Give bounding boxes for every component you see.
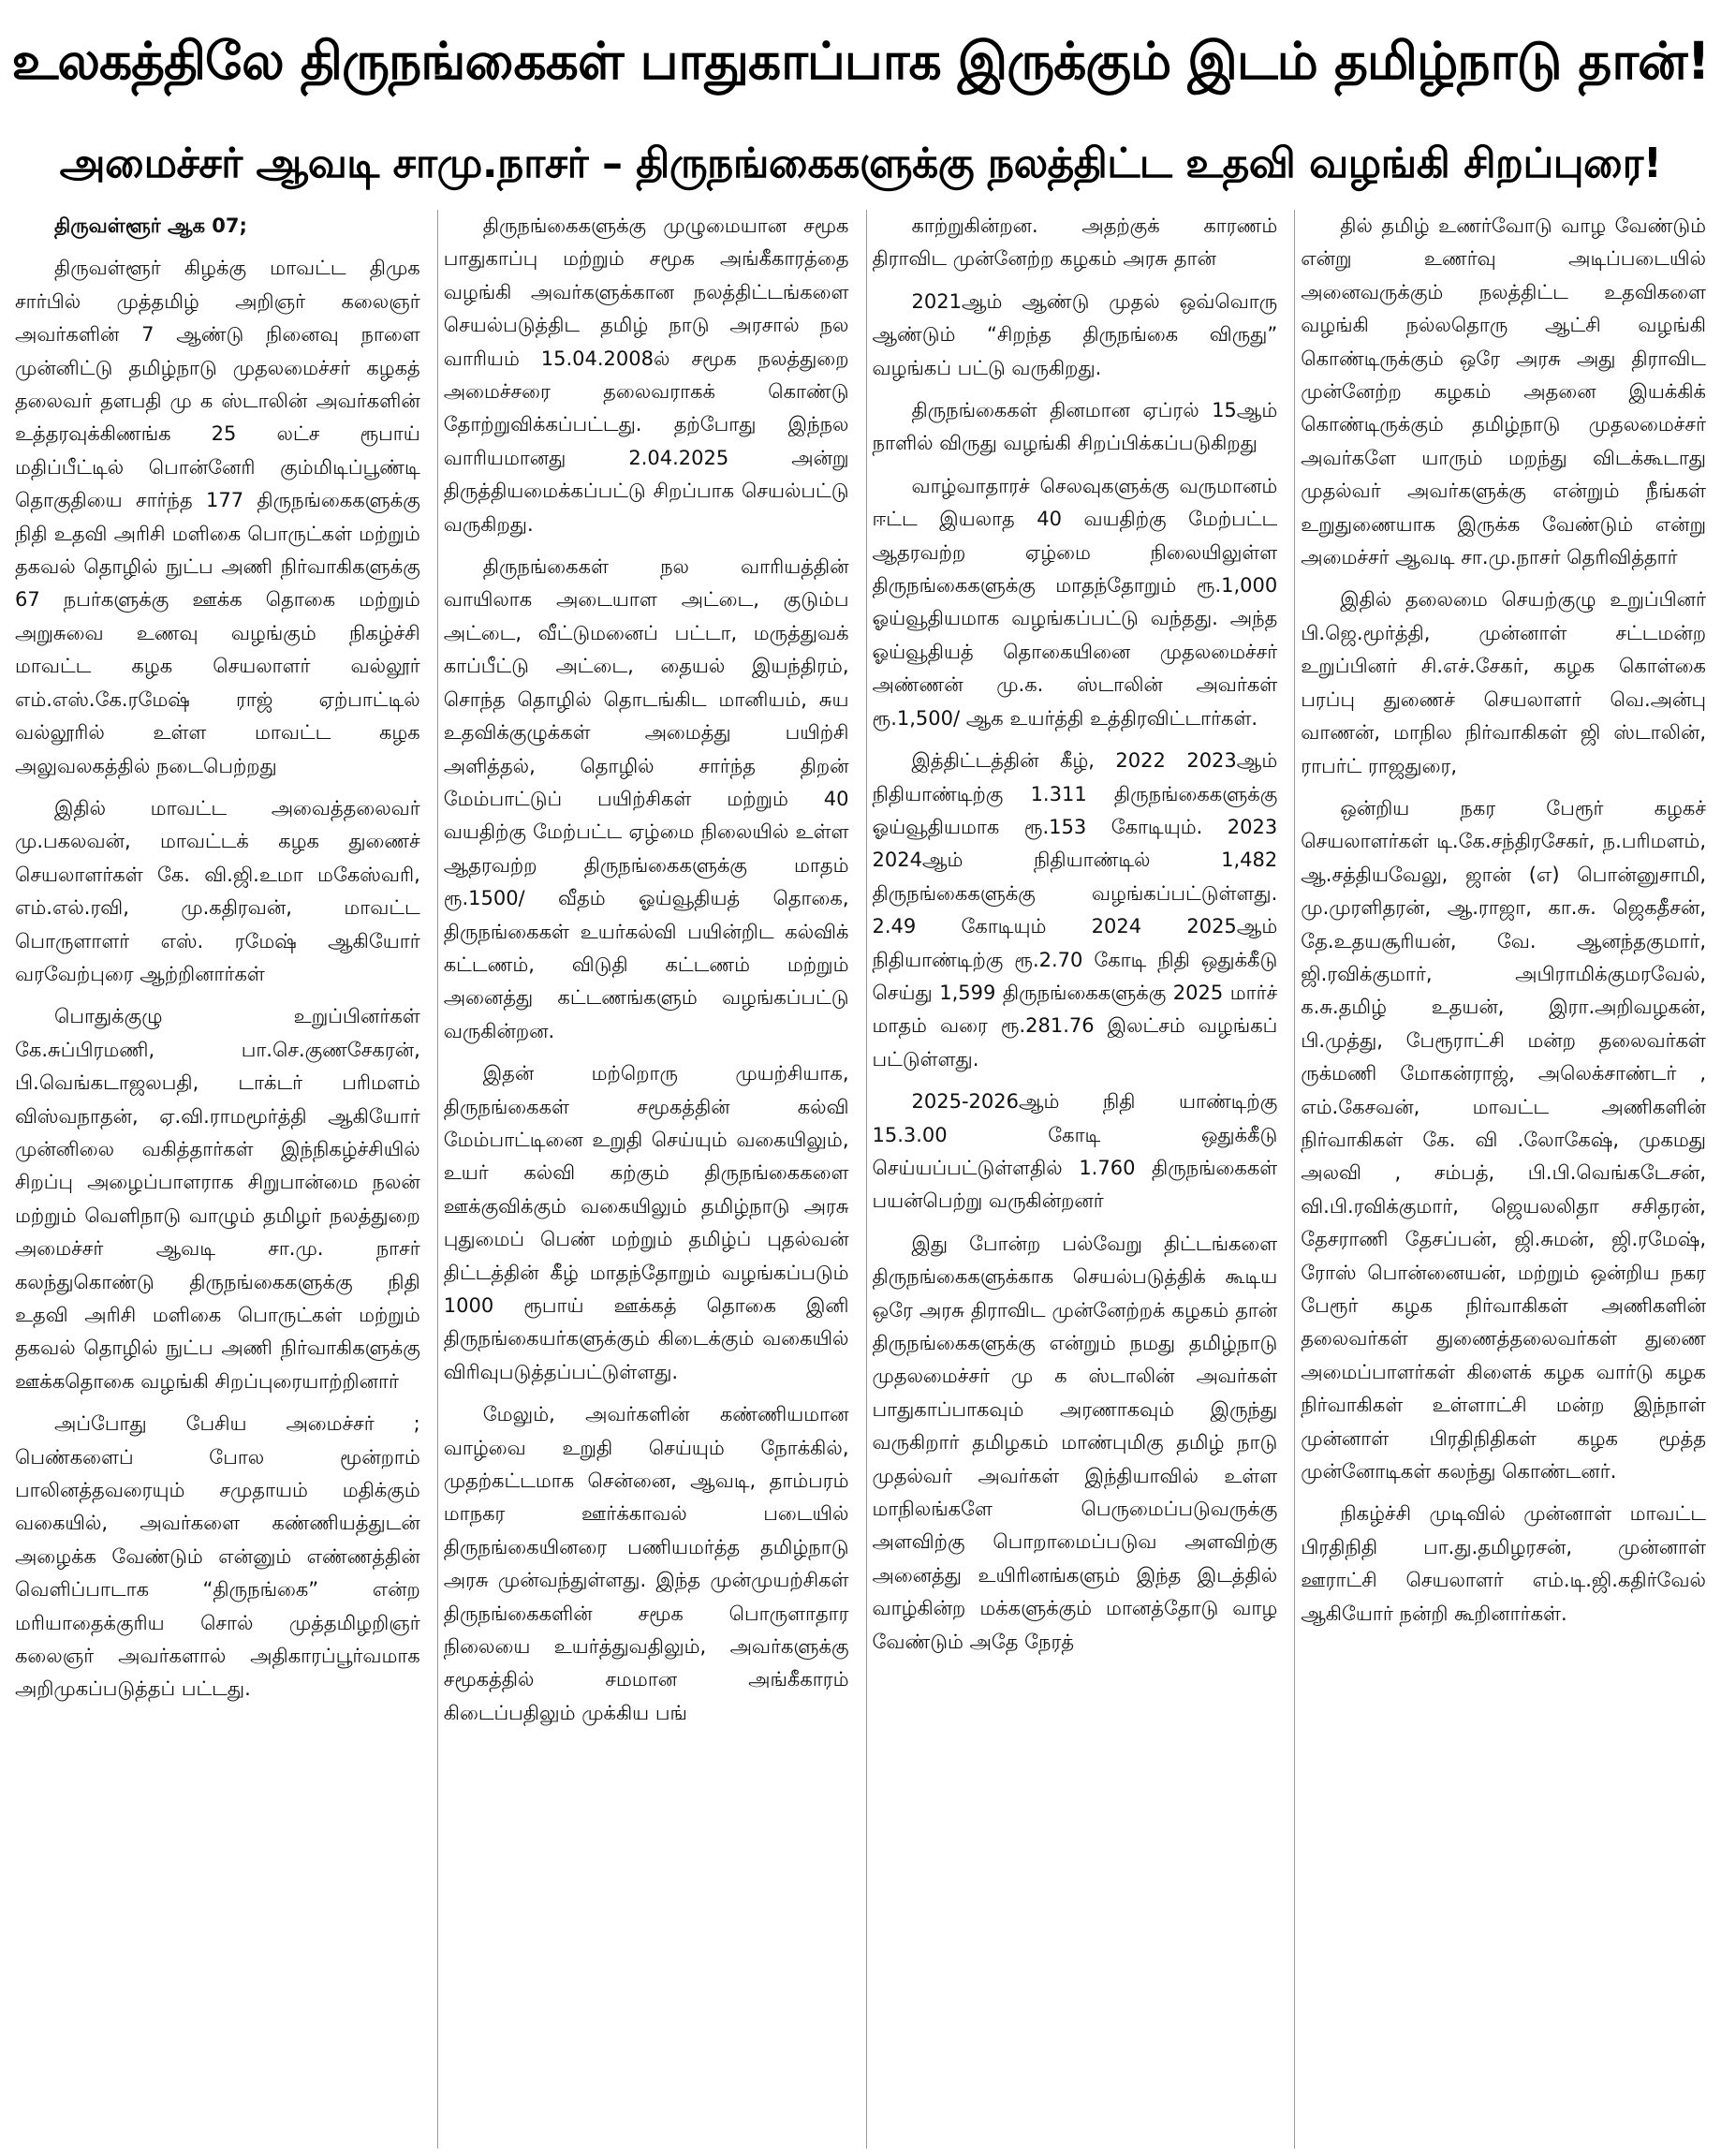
paragraph: ஒன்றிய நகர பேரூர் கழகச் செயலாளர்கள் டி.கே.சந்திரசேகர், ந.பரிமளம், ஆ.சத்தியவேலு, ஜான் (எ) பொன்னுசாமி, மு.முரளிதரன், ஆ.ராஜா, கா.சு. ஜெகதீசன், தே.உதயசூரியன், வே. ஆனந்தகுமார், ஜி.ரவிக்குமார், அபிராமிக்குமரவேல், க.சு.தமிழ் உதயன், இரா.அறிவழகன், பி.முத்து, பேரூராட்சி மன்ற தலைவர்கள் ருக்மணி மோகன்ராஜ், அலெக்சாண்டர் , எம்.கேசவன், மாவட்ட அணிகளின் நிர்வாகிகள் கே. வி .லோகேஷ், முகமது அலவி , சம்பத், பி.பி.வெங்கடேசன், வி.பி.ரவிக்குமார், ஜெயலலிதா சசிதரன், தேசராணி தேசப்பன், ஜி.சுமன், ஜி.ரமேஷ், ரோஸ் பொன்னையன், மற்றும் ஒன்றிய நகர பேரூர் கழக நிர்வாகிகள் அணிகளின் தலைவர்கள் துணைத்தலைவர்கள் துணை அமைப்பாளர்கள் கிளைக் கழக வார்டு கழக நிர்வாகிகள் உள்ளாட்சி மன்ற இந்நாள் முன்னாள் பிரதிநிதிகள் கழக மூத்த முன்னோடிகள் கலந்து கொண்டனர். xyxy=(1301,796,1706,1484)
paragraph: திருவள்ளூர் கிழக்கு மாவட்ட திமுக சார்பில் முத்தமிழ் அறிஞர் கலைஞர் அவர்களின் 7 ஆண்டு நினைவு நாளை முன்னிட்டு தமிழ்நாடு முதலமைச்சர் கழகத் தலைவர் தளபதி மு க ஸ்டாலின் அவர்களின் உத்தரவுக்கிணங்க 25 லட்ச ரூபாய் மதிப்பீட்டில் பொன்னேரி கும்மிடிப்பூண்டி தொகுதியை சார்ந்த 177 திருநங்கைகளுக்கு நிதி உதவி அரிசி மளிகை பொருட்கள் மற்றும் தகவல் தொழில் நுட்ப அணி நிர்வாகிகளுக்கு 67 நபர்களுக்கு ஊக்க தொகை மற்றும் அறுசுவை உணவு வழங்கும் நிகழ்ச்சி மாவட்ட கழக செயலாளர் வல்லூர் எம்.எஸ்.கே.ரமேஷ் ராஜ் ஏற்பாட்டில் வல்லூரில் உள்ள மாவட்ட கழக அலுவலகத்தில் நடைபெற்றது xyxy=(15,257,420,777)
article-body xyxy=(9,210,1712,2149)
paragraph: இது போன்ற பல்வேறு திட்டங்களை திருநங்கைகளுக்காக செயல்படுத்திக் கூடிய ஒரே அரசு திராவிட முன்னேற்றக் கழகம் தான் திருநங்கைகளுக்கு என்றும் நமது தமிழ்நாடு முதலமைச்சர் மு க ஸ்டாலின் அவர்கள் பாதுகாப்பாகவும் அரணாகவும் இருந்து வருகிறார் தமிழகம் மாண்புமிகு தமிழ் நாடு முதல்வர் அவர்கள் இந்தியாவில் உள்ள மாநிலங்களே பெருமைப்படுவருக்கு அளவிற்கு பொறாமைப்படுவ அளவிற்கு அனைத்து உயிரினங்களும் இந்த இடத்தில் வாழ்கின்ற மக்களுக்கும் மானத்தோடு வாழ வேண்டும் அதே நேரத் xyxy=(872,1232,1278,1653)
paragraph: மேலும், அவர்களின் கண்ணியமான வாழ்வை உறுதி செய்யும் நோக்கில், முதற்கட்டமாக சென்னை, ஆவடி, தாம்பரம் மாநகர ஊர்க்காவல் படையில் திருநங்கையினரை பணியமர்த்த தமிழ்நாடு அரசு முன்வந்துள்ளது. இந்த முன்முயற்சிகள் திருநங்கைகளின் சமூக பொருளாதார நிலையை உயர்த்துவதிலும், அவர்களுக்கு சமூகத்தில் சமமான அங்கீகாரம் கிடைப்பதிலும் முக்கிய பங் xyxy=(443,1403,849,1724)
paragraph: இதில் தலைமை செயற்குழு உறுப்பினர் பி.ஜெ.மூர்த்தி, முன்னாள் சட்டமன்ற உறுப்பினர் சி.எச்.சேகர், கழக கொள்கை பரப்பு துணைச் செயலாளர் வெ.அன்பு வாணன், மாநில நிர்வாகிகள் ஜி ஸ்டாலின், ராபர்ட் ராஜதுரை, xyxy=(1301,588,1706,777)
article-column-3 xyxy=(866,210,1284,2149)
paragraph: அப்போது பேசிய அமைச்சர் ; பெண்களைப் போல மூன்றாம் பாலினத்தவரையும் சமுதாயம் மதிக்கும் வகையில், அவர்களை கண்ணியத்துடன் அழைக்க வேண்டும் என்னும் எண்ணத்தின் வெளிப்பாடாக “திருநங்கை” என்ற மரியாதைக்குரிய சொல் முத்தமிழறிஞர் கலைஞர் அவர்களால் அதிகாரப்பூர்வமாக அறிமுகப்படுத்தப் பட்டது. xyxy=(15,1412,420,1701)
article-column-2 xyxy=(437,210,855,2149)
article-column-4 xyxy=(1294,210,1712,2149)
paragraph: இத்திட்டத்தின் கீழ், 2022 2023ஆம் நிதியாண்டிற்கு 1.311 திருநங்கைகளுக்கு ஓய்வூதியமாக ரூ.153 கோடியும். 2023 2024ஆம் நிதியாண்டில் 1,482 திருநங்கைகளுக்கு வழங்கப்பட்டுள்ளது. 2.49 கோடியும் 2024 2025ஆம் நிதியாண்டிற்கு ரூ.2.70 கோடி நிதி ஒதுக்கீடு செய்து 1,599 திருநங்கைகளுக்கு 2025 மார்ச் மாதம் வரை ரூ.281.76 இலட்சம் வழங்கப் பட்டுள்ளது. xyxy=(872,749,1278,1071)
paragraph: பொதுக்குழு உறுப்பினர்கள் கே.சுப்பிரமணி, பா.செ.குணசேகரன், பி.வெங்கடாஜலபதி, டாக்டர் பரிமளம் விஸ்வநாதன், ஏ.வி.ராமமூர்த்தி ஆகியோர் முன்னிலை வகித்தார்கள் இந்நிகழ்ச்சியில் சிறப்பு அழைப்பாளராக சிறுபான்மை நலன் மற்றும் வெளிநாடு வாழும் தமிழர் நலத்துறை அமைச்சர் ஆவடி சா.மு. நாசர் கலந்துகொண்டு திருநங்கைகளுக்கு நிதி உதவி அரிசி மளிகை பொருட்கள் மற்றும் தகவல் தொழில் நுட்ப அணி நிர்வாகிகளுக்கு ஊக்கதொகை வழங்கி சிறப்புரையாற்றினார் xyxy=(15,1005,420,1393)
paragraph: இதன் மற்றொரு முயற்சியாக, திருநங்கைகள் சமூகத்தின் கல்வி மேம்பாட்டினை உறுதி செய்யும் வகையிலும், உயர் கல்வி கற்கும் திருநங்கைகளை ஊக்குவிக்கும் வகையிலும் தமிழ்நாடு அரசு புதுமைப் பெண் மற்றும் தமிழ்ப் புதல்வன் திட்டத்தின் கீழ் மாதந்தோறும் வழங்கப்படும் 1000 ரூபாய் ஊக்கத் தொகை இனி திருநங்கையர்களுக்கும் கிடைக்கும் வகையில் விரிவுபடுத்தப்பட்டுள்ளது. xyxy=(443,1062,849,1383)
paragraph: 2025-2026ஆம் நிதி யாண்டிற்கு 15.3.00 கோடி ஒதுக்கீடு செய்யப்பட்டுள்ளதில் 1.760 திருநங்கைகள் பயன்பெற்று வருகின்றனர் xyxy=(872,1090,1278,1213)
article-column-1 xyxy=(9,210,426,2149)
paragraph: காற்றுகின்றன. அதற்குக் காரணம் திராவிட முன்னேற்ற கழகம் அரசு தான் xyxy=(872,214,1278,271)
subheadline: அமைச்சர் ஆவடி சாமு.நாசர் – திருநங்கைகளுக்கு நலத்திட்ட உதவி வழங்கி சிறப்புரை! xyxy=(59,140,1662,187)
headline: உலகத்திலே திருநங்கைகள் பாதுகாப்பாக இருக்கும் இடம் தமிழ்நாடு தான்! xyxy=(11,31,1710,91)
paragraph: 2021ஆம் ஆண்டு முதல் ஒவ்வொரு ஆண்டும் “சிறந்த திருநங்கை விருது” வழங்கப் பட்டு வருகிறது. xyxy=(872,289,1278,379)
paragraph: திருநங்கைகளுக்கு முழுமையான சமூக பாதுகாப்பு மற்றும் சமூக அங்கீகாரத்தை வழங்கி அவர்களுக்கான நலத்திட்டங்களை செயல்படுத்திட தமிழ் நாடு அரசால் நல வாரியம் 15.04.2008ல் சமூக நலத்துறை அமைச்சரை தலைவராகக் கொண்டு தோற்றுவிக்கப்பட்டது. தற்போது இந்நல வாரியமானது 2.04.2025 அன்று திருத்தியமைக்கப்பட்டு சிறப்பாக செயல்பட்டு வருகிறது. xyxy=(443,214,849,536)
paragraph: நிகழ்ச்சி முடிவில் முன்னாள் மாவட்ட பிரதிநிதி பா.து.தமிழரசன், முன்னாள் ஊராட்சி செயலாளர் எம்.டி.ஜி.கதிர்வேல் ஆகியோர் நன்றி கூறினார்கள். xyxy=(1301,1502,1706,1625)
dateline: திருவள்ளூர் ஆக 07; xyxy=(54,214,247,237)
paragraph: இதில் மாவட்ட அவைத்தலைவர் மு.பகலவன், மாவட்டக் கழக துணைச் செயலாளர்கள் கே. வி.ஜி.உமா மகேஸ்வரி, எம்.எல்.ரவி, மு.கதிரவன், மாவட்ட பொருளாளர் எஸ். ரமேஷ் ஆகியோர் வரவேற்புரை ஆற்றினார்கள் xyxy=(15,796,420,985)
paragraph: வாழ்வாதாரச் செலவுகளுக்கு வருமானம் ஈட்ட இயலாத 40 வயதிற்கு மேற்பட்ட ஆதரவற்ற ஏழ்மை நிலையிலுள்ள திருநங்கைகளுக்கு மாதந்தோறும் ரூ.1,000 ஓய்வூதியமாக வழங்கப்பட்டு வந்தது. அந்த ஓய்வூதியத் தொகையினை முதலமைச்சர் அண்ணன் மு.க. ஸ்டாலின் அவர்கள் ரூ.1,500/ ஆக உயர்த்தி உத்திரவிட்டார்கள். xyxy=(872,474,1278,730)
paragraph: தில் தமிழ் உணர்வோடு வாழ வேண்டும் என்று உணர்வு அடிப்படையில் அனைவருக்கும் நலத்திட்ட உதவிகளை வழங்கி நல்லதொரு ஆட்சி வழங்கி கொண்டிருக்கும் ஒரே அரசு அது திராவிட முன்னேற்ற கழகம் அதனை இயக்கிக் கொண்டிருக்கும் தமிழ்நாடு முதலமைச்சர் அவர்களே யாரும் மறந்து விடக்கூடாது முதல்வர் அவர்களுக்கு என்றும் நீங்கள் உறுதுணையாக இருக்க வேண்டும் என்று அமைச்சர் ஆவடி சா.மு.நாசர் தெரிவித்தார் xyxy=(1301,214,1706,569)
paragraph: திருநங்கைகள் நல வாரியத்தின் வாயிலாக அடையாள அட்டை, குடும்ப அட்டை, வீட்டுமனைப் பட்டா, மருத்துவக் காப்பீட்டு அட்டை, தையல் இயந்திரம், சொந்த தொழில் தொடங்கிட மானியம், சுய உதவிக்குழுக்கள் அமைத்து பயிற்சி அளித்தல், தொழில் சார்ந்த திறன் மேம்பாட்டுப் பயிற்சிகள் மற்றும் 40 வயதிற்கு மேற்பட்ட ஏழ்மை நிலையில் உள்ள ஆதரவற்ற திருநங்கைகளுக்கு மாதம் ரூ.1500/ வீதம் ஓய்வூதியத் தொகை, திருநங்கைகள் உயர்கல்வி பயின்றிட கல்விக் கட்டணம், விடுதி கட்டணம் மற்றும் அனைத்து கட்டணங்களும் வழங்கப்பட்டு வருகின்றன. xyxy=(443,555,849,1042)
paragraph: திருநங்கைகள் தினமான ஏப்ரல் 15ஆம் நாளில் விருது வழங்கி சிறப்பிக்கப்படுகிறது xyxy=(872,399,1278,455)
